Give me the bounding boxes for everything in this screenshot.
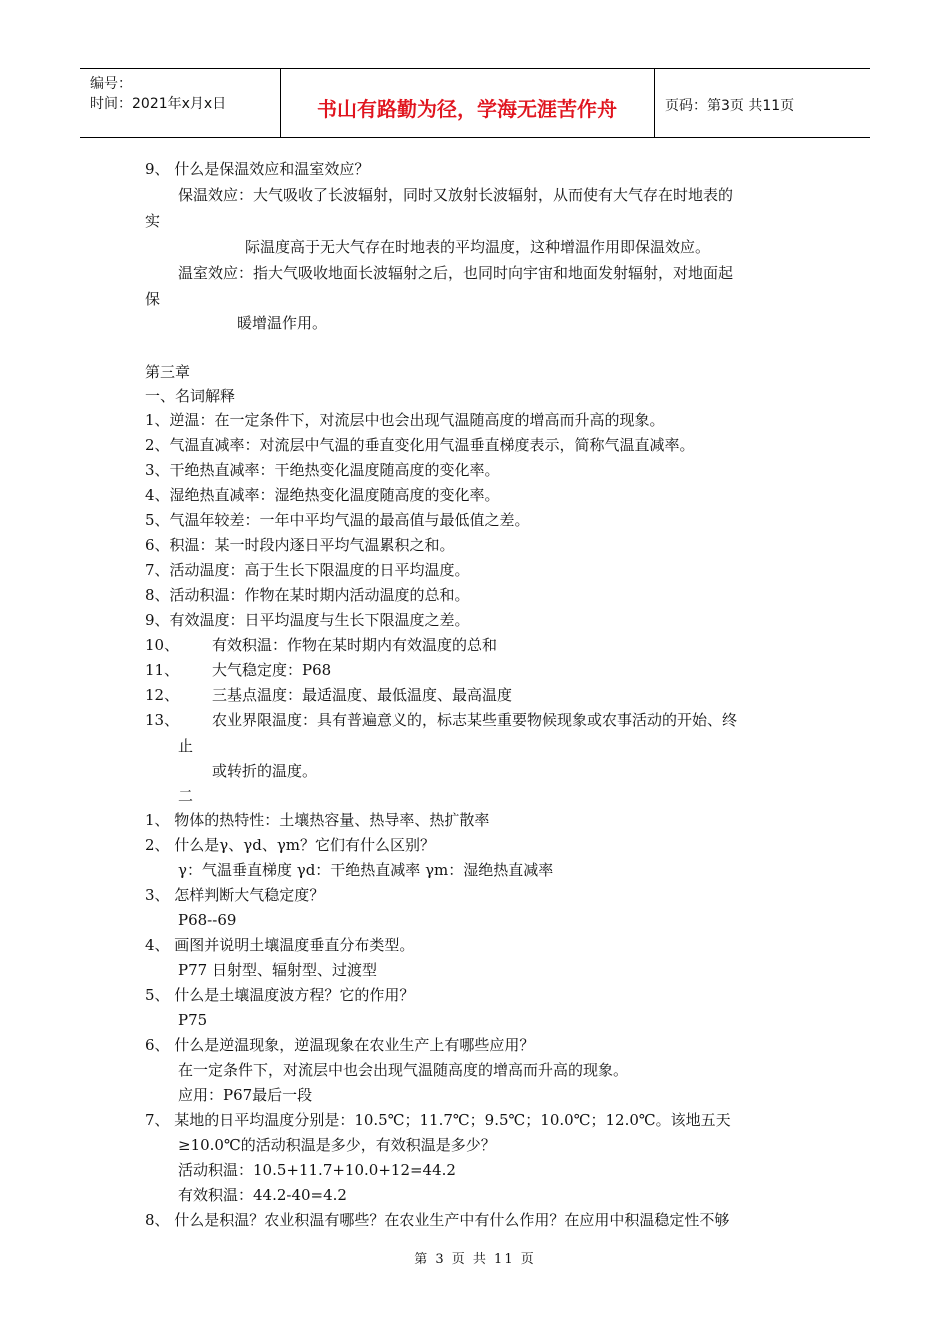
- chapter-heading: 第三章: [145, 363, 191, 381]
- paragraph-line: 际温度高于无大气存在时地表的平均温度，这种增温作用即保温效应。: [245, 238, 711, 256]
- item-number: 12、: [145, 686, 180, 704]
- answer-line: P77 日射型、辐射型、过渡型: [178, 961, 377, 979]
- header-meta-cell: [80, 69, 281, 137]
- answer-line: P68--69: [178, 911, 237, 929]
- answer-line: 应用：P67最后一段: [178, 1086, 313, 1104]
- answer-line: P75: [178, 1011, 208, 1029]
- question-line: 2、 什么是γ、γd、γm？它们有什么区别？: [145, 836, 436, 854]
- document-number-label: 编号：: [90, 76, 132, 92]
- definition-line: 或转折的温度。: [212, 762, 318, 780]
- page-footer: 第 3 页 共 11 页: [414, 1252, 536, 1267]
- header-page-cell: [655, 69, 870, 137]
- item-number: 11、: [145, 661, 180, 679]
- definition-line: 1、逆温：在一定条件下，对流层中也会出现气温随高度的增高而升高的现象。: [145, 411, 665, 429]
- definition-line: 9、有效温度：日平均温度与生长下限温度之差。: [145, 611, 470, 629]
- header-motto-cell: [280, 69, 655, 137]
- section-heading: 一、名词解释: [145, 387, 236, 405]
- definition-line: 三基点温度：最适温度、最低温度、最高温度: [212, 686, 513, 704]
- answer-line: 活动积温：10.5+11.7+10.0+12=44.2: [178, 1161, 456, 1179]
- header-page-info: 页码：第3页 共11页: [665, 98, 795, 114]
- question-heading: 9、 什么是保温效应和温室效应？: [145, 160, 370, 178]
- question-line: 1、 物体的热特性：土壤热容量、热导率、热扩散率: [145, 811, 490, 829]
- question-line: 7、 某地的日平均温度分别是：10.5℃；11.7℃；9.5℃；10.0℃；12.0℃。该地五天: [145, 1111, 731, 1129]
- answer-line: 有效积温：44.2-40=4.2: [178, 1186, 347, 1204]
- question-line: ≥10.0℃的活动积温是多少，有效积温是多少？: [178, 1136, 496, 1154]
- answer-line: 在一定条件下，对流层中也会出现气温随高度的增高而升高的现象。: [178, 1061, 629, 1079]
- document-date: 时间：2021年x月x日: [90, 96, 227, 112]
- definition-line: 5、气温年较差：一年中平均气温的最高值与最低值之差。: [145, 511, 530, 529]
- item-number: 13、: [145, 711, 180, 729]
- page-header: [80, 68, 870, 138]
- definition-line: 6、积温：某一时段内逐日平均气温累积之和。: [145, 536, 455, 554]
- definition-line: 4、湿绝热直减率：湿绝热变化温度随高度的变化率。: [145, 486, 500, 504]
- paragraph-line: 温室效应：指大气吸收地面长波辐射之后，也同时向宇宙和地面发射辐射，对地面起: [178, 264, 734, 282]
- question-line: 8、 什么是积温？农业积温有哪些？在农业生产中有什么作用？在应用中积温稳定性不够: [145, 1211, 730, 1229]
- question-line: 5、 什么是土壤温度波方程？它的作用？: [145, 986, 415, 1004]
- paragraph-line: 暖增温作用。: [237, 314, 328, 332]
- question-line: 4、 画图并说明土壤温度垂直分布类型。: [145, 936, 415, 954]
- definition-line: 3、干绝热直减率：干绝热变化温度随高度的变化率。: [145, 461, 500, 479]
- definition-line: 农业界限温度：具有普遍意义的，标志某些重要物候现象或农事活动的开始、终: [212, 711, 738, 729]
- definition-line: 2、气温直减率：对流层中气温的垂直变化用气温垂直梯度表示，简称气温直减率。: [145, 436, 695, 454]
- definition-line: 止: [178, 737, 194, 755]
- definition-line: 8、活动积温：作物在某时期内活动温度的总和。: [145, 586, 470, 604]
- item-number: 10、: [145, 636, 180, 654]
- answer-line: γ：气温垂直梯度 γd：干绝热直减率 γm：湿绝热直减率: [178, 861, 554, 879]
- definition-line: 有效积温：作物在某时期内有效温度的总和: [212, 636, 498, 654]
- question-line: 3、 怎样判断大气稳定度？: [145, 886, 325, 904]
- header-motto: 书山有路勤为径，学海无涯苦作舟: [317, 97, 617, 121]
- section-heading: 二: [178, 787, 194, 805]
- paragraph-line: 保温效应：大气吸收了长波辐射，同时又放射长波辐射，从而使有大气存在时地表的: [178, 186, 734, 204]
- paragraph-line: 保: [145, 290, 161, 308]
- definition-line: 大气稳定度：P68: [212, 661, 332, 679]
- question-line: 6、 什么是逆温现象，逆温现象在农业生产上有哪些应用？: [145, 1036, 535, 1054]
- definition-line: 7、活动温度：高于生长下限温度的日平均温度。: [145, 561, 470, 579]
- paragraph-line: 实: [145, 212, 161, 230]
